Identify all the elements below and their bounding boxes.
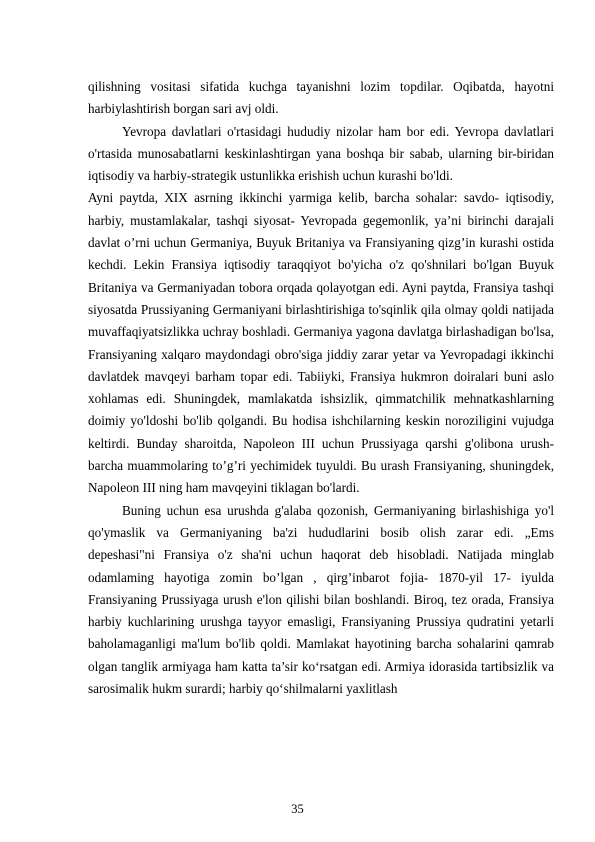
- paragraph-4: Buning uchun esa urushda g'alaba qozonish, Germaniyaning birlashishiga yo'l qo'ymaslik va Germaniyaning ba'zi hududlarini bosib olish zarar edi. „Ems depeshasi"ni Fransiya o'z sha'ni uchun haqorat deb hisobladi. Natijada minglab odamlaming hayotiga zomin bo’lgan , qirg’inbarot fojia- 1870-yil 17- iyulda Fransiyaning Prussiyaga urush e'lon qilishi bilan boshlandi. Biroq, tez orada, Fransiya harbiy kuchlarining urushga tayyor emasligi, Fransiyaning Prussiya qudratini yetarli baholamaganligi ma'lum bo'lib qoldi. Mamlakat hayotining barcha sohalarini qamrab olgan tanglik armiyaga ham katta ta’sir ko‘rsatgan edi. Armiya idorasida tartibsizlik va sarosimalik hukm surardi; harbiy qo‘shilmalarni yaxlitlash: [88, 502, 554, 697]
- document-body: [88, 76, 554, 700]
- paragraph-1: qilishning vositasi sifatida kuchga tayanishni lozim topdilar. Oqibatda, hayotni harbiylashtirish borgan sari avj oldi.: [88, 79, 554, 117]
- paragraph-2: Yevropa davlatlari o'rtasidagi hududiy nizolar ham bor edi. Yevropa davlatlari o'rtasida munosabatlarni keskinlashtirgan yana boshqa bir sabab, ularning bir-biridan iqtisodiy va harbiy-strategik ustunlikka erishish uchun kurashi bo'ldi.: [88, 123, 554, 184]
- page-number: 35: [291, 802, 304, 816]
- paragraph-3: Ayni paytda, XIX asrning ikkinchi yarmiga kelib, barcha sohalar: savdo- iqtisodiy, harbiy, mustamlakalar, tashqi siyosat- Yevropada gegemonlik, ya’ni birinchi darajali davlat o’rni uchun Germaniya, Buyuk Britaniya va Fransiyaning qizg’in kurashi ostida kechdi. Lekin Fransiya iqtisodiy taraqqiyot bo'yicha o'z qo'shnilari bo'lgan Buyuk Britaniya va Germaniyadan tobora orqada qolayotgan edi. Ayni paytda, Fransiya tashqi siyosatda Prussiyaning Germaniyani birlashtirishiga to'sqinlik qila olmay qoldi natijada muvaffaqiyatsizlikka uchray boshladi. Germaniya yagona davlatga birlashadigan bo'lsa, Fransiyaning xalqaro maydondagi obro'siga jiddiy zarar yetar va Yevropadagi ikkinchi davlatdek mavqeyi barham topar edi. Tabiiyki, Fransiya hukmron doiralari buni aslo xohlamas edi. Shuningdek, mamlakatda ishsizlik, qimmatchilik mehnatkashlarning doimiy yo'ldoshi bo'lib qolgandi. Bu hodisa ishchilarning keskin noroziligini vujudga keltirdi. Bunday sharoitda, Napoleon III uchun Prussiyaga qarshi g'olibona urush-barcha muammolaring to’g’ri yechimidek tuyuldi. Bu urash Fransiyaning, shuningdek, Napoleon III ning ham mavqeyini tiklagan bo'lardi.: [88, 190, 554, 496]
